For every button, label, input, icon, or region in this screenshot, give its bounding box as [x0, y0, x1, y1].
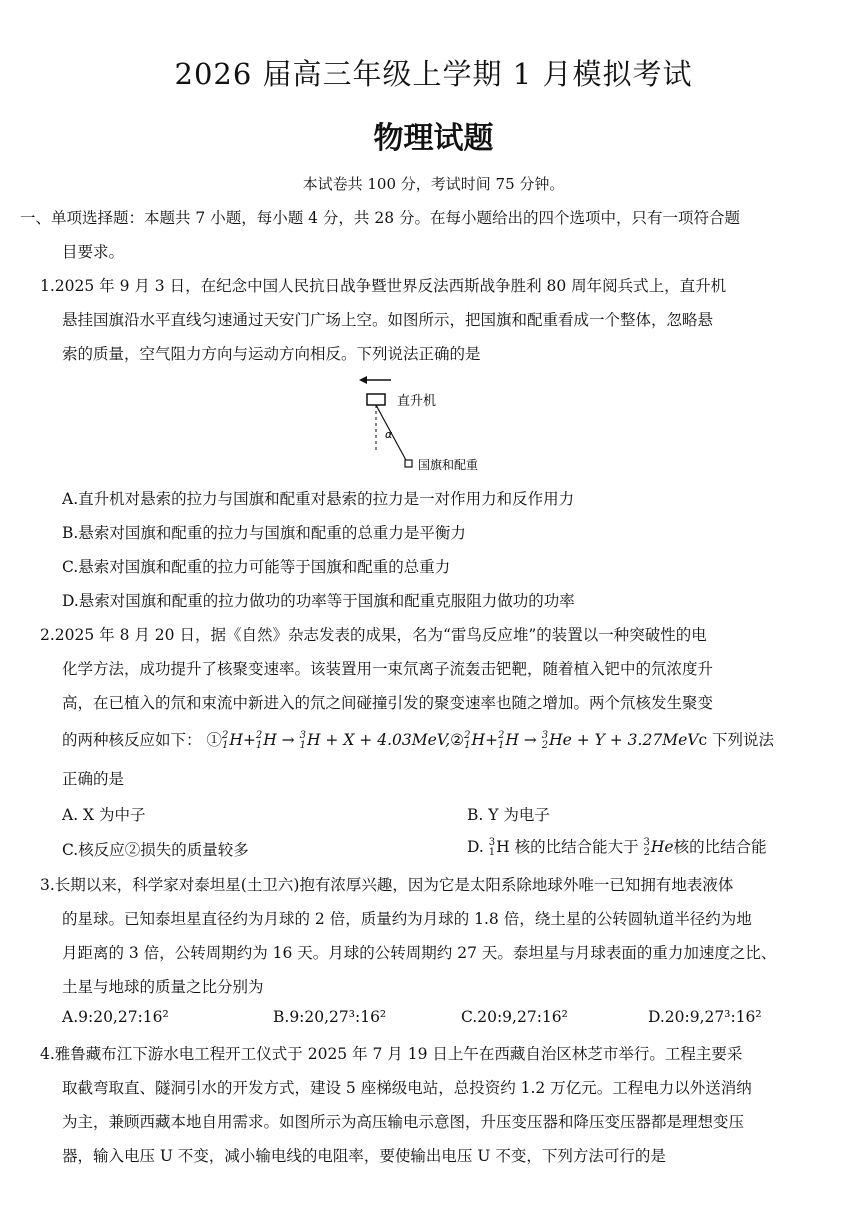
- q1-option-d: D.悬索对国旗和配重的拉力做功的功率等于国旗和配重克服阻力做功的功率: [62, 592, 575, 610]
- q1-option-c: C.悬索对国旗和配重的拉力可能等于国旗和配重的总重力: [62, 558, 451, 576]
- reaction-1-products: H + X + 4.03MeV,: [306, 731, 451, 749]
- q2-option-d: D. 3 1 H 核的比结合能大于 3 2 He核的比结合能: [467, 837, 767, 858]
- q2-option-b: B. Y 为电子: [467, 806, 550, 824]
- reaction-1-mid: H →: [263, 731, 300, 749]
- reactions-prefix: 的两种核反应如下：: [62, 731, 202, 749]
- q2-stem-line2: 化学方法，成功提升了核聚变速率。该装置用一束氘离子流轰击钯靶，随着植入钯中的氘浓度升: [62, 660, 714, 678]
- exam-title: 2026 届高三年级上学期 1 月模拟考试: [174, 57, 693, 91]
- label-helicopter: 直升机: [397, 394, 437, 409]
- reactions-suffix: c 下列说法: [698, 731, 775, 749]
- q2-reactions: 的两种核反应如下： ① 2 1 H+ 2 1 H → 3 1 H + X + 4.03MeV,② 2 1 H+ 2 1 H → 3 2 He + Y + 3.27MeVc 下列说法: [62, 730, 775, 751]
- q3-option-a: A.9:20,27:16²: [62, 1008, 169, 1026]
- q1-stem-line3: 索的质量，空气阻力方向与运动方向相反。下列说法正确的是: [62, 345, 481, 363]
- q1-option-b: B.悬索对国旗和配重的拉力与国旗和配重的总重力是平衡力: [62, 524, 466, 542]
- q2-stem-line5: 正确的是: [62, 770, 125, 788]
- reaction-2-mid: H →: [505, 731, 542, 749]
- q3-stem-line2: 的星球。已知泰坦星直径约为月球的 2 倍，质量约为月球的 1.8 倍，绕土星的公转圆轨道半径约为地: [62, 910, 752, 928]
- q3-stem-line1: 3.长期以来，科学家对泰坦星(土卫六)抱有浓厚兴趣，因为它是太阳系除地球外唯一已知拥有地表液体: [40, 876, 734, 894]
- subject-title: 物理试题: [373, 121, 494, 156]
- q2-stem-line3: 高，在已植入的氘和束流中新进入的氘之间碰撞引发的聚变速率也随之增加。两个氘核发生聚变: [62, 694, 714, 712]
- q1-option-a: A.直升机对悬索的拉力与国旗和配重对悬索的拉力是一对作用力和反作用力: [62, 490, 575, 508]
- reaction-1-label: ①: [206, 731, 222, 749]
- q4-stem-line1: 4.雅鲁藏布江下游水电工程开工仪式于 2025 年 7 月 19 日上午在西藏自治区林芝市举行。工程主要采: [40, 1045, 743, 1063]
- q3-stem-line4: 土星与地球的质量之比分别为: [62, 978, 264, 996]
- q3-option-c: C.20:9,27:16²: [461, 1008, 568, 1026]
- q1-stem-line2: 悬挂国旗沿水平直线匀速通过天安门广场上空。如图所示，把国旗和配重看成一个整体，忽略悬: [62, 311, 714, 329]
- q4-stem-line2: 取截弯取直、隧洞引水的开发方式，建设 5 座梯级电站，总投资约 1.2 万亿元。工程电力以外送消纳: [62, 1079, 752, 1097]
- q2-stem-line1: 2.2025 年 8 月 20 日，据《自然》杂志发表的成果，名为“雷鸟反应堆”的装置以一种突破性的电: [40, 626, 707, 644]
- helicopter-icon: [367, 394, 385, 405]
- section-heading-cont: 目要求。: [62, 243, 125, 261]
- exam-note: 本试卷共 100 分，考试时间 75 分钟。: [302, 175, 565, 193]
- label-flag-weight: 国旗和配重: [418, 458, 479, 472]
- q3-option-d: D.20:9,27³:16²: [648, 1008, 762, 1026]
- reaction-2-products: He + Y + 3.27MeV: [549, 731, 699, 749]
- q2-option-a: A. X 为中子: [62, 806, 146, 824]
- q4-stem-line4: 器，输入电压 U 不变，减小输电线的电阻率，要使输出电压 U 不变，下列方法可行的是: [62, 1147, 666, 1165]
- q4-stem-line3: 为主，兼顾西藏本地自用需求。如图所示为高压输电示意图，升压变压器和降压变压器都是理想变压: [62, 1113, 745, 1131]
- section-heading: 一、单项选择题：本题共 7 小题，每小题 4 分，共 28 分。在每小题给出的四个选项中，只有一项符合题: [20, 209, 741, 227]
- flag-weight-icon: [405, 460, 412, 467]
- q2-option-c: C.核反应②损失的质量较多: [62, 841, 249, 859]
- q3-stem-line3: 月距离的 3 倍，公转周期约为 16 天。月球的公转周期约 27 天。泰坦星与月球表面的重力加速度之比、: [62, 944, 777, 962]
- arrow-head-icon: [359, 376, 367, 384]
- q1-stem-line1: 1.2025 年 9 月 3 日，在纪念中国人民抗日战争暨世界反法西斯战争胜利 80 周年阅兵式上，直升机: [40, 277, 727, 295]
- helicopter-flag-diagram: [355, 372, 515, 477]
- q3-option-b: B.9:20,27³:16²: [273, 1008, 387, 1026]
- reaction-2-label: ②: [450, 731, 465, 749]
- label-angle: α: [385, 428, 393, 441]
